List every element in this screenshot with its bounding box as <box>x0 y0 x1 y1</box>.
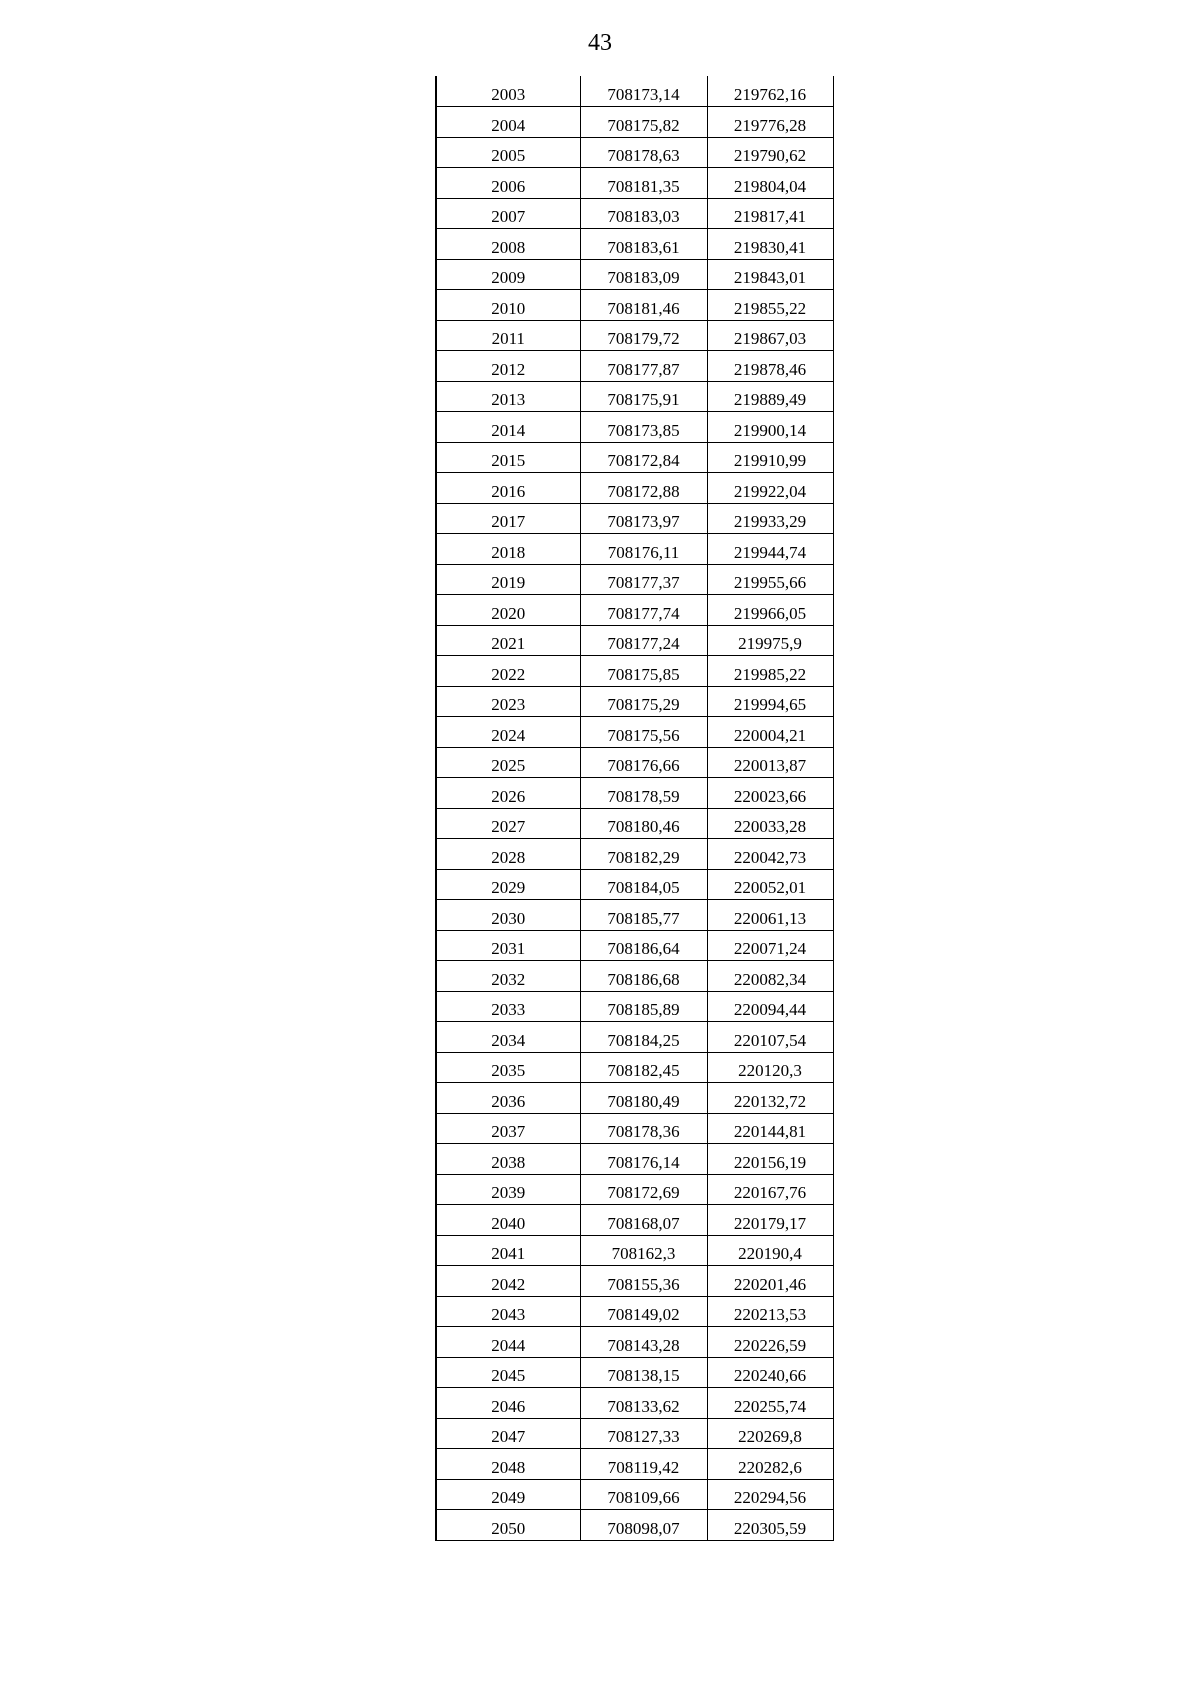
x-coordinate-cell: 708177,87 <box>580 351 707 382</box>
x-coordinate-cell: 708183,09 <box>580 259 707 290</box>
table-row <box>436 168 833 199</box>
y-coordinate-cell: 220240,66 <box>707 1357 833 1388</box>
x-coordinate-cell: 708175,85 <box>580 656 707 687</box>
y-coordinate-cell: 219855,22 <box>707 290 833 321</box>
table-row <box>436 625 833 656</box>
y-coordinate-cell: 219994,65 <box>707 686 833 717</box>
point-number-cell: 2015 <box>436 442 580 473</box>
point-number-cell: 2027 <box>436 808 580 839</box>
table-row <box>436 1510 833 1541</box>
table-row <box>436 930 833 961</box>
y-coordinate-cell: 220023,66 <box>707 778 833 809</box>
x-coordinate-cell: 708186,68 <box>580 961 707 992</box>
y-coordinate-cell: 219817,41 <box>707 198 833 229</box>
x-coordinate-cell: 708182,45 <box>580 1052 707 1083</box>
x-coordinate-cell: 708168,07 <box>580 1205 707 1236</box>
point-number-cell: 2040 <box>436 1205 580 1236</box>
x-coordinate-cell: 708138,15 <box>580 1357 707 1388</box>
point-number-cell: 2029 <box>436 869 580 900</box>
point-number-cell: 2045 <box>436 1357 580 1388</box>
point-number-cell: 2035 <box>436 1052 580 1083</box>
y-coordinate-cell: 220004,21 <box>707 717 833 748</box>
table-row <box>436 198 833 229</box>
table-row <box>436 747 833 778</box>
point-number-cell: 2043 <box>436 1296 580 1327</box>
x-coordinate-cell: 708186,64 <box>580 930 707 961</box>
x-coordinate-cell: 708175,82 <box>580 107 707 138</box>
point-number-cell: 2032 <box>436 961 580 992</box>
x-coordinate-cell: 708175,56 <box>580 717 707 748</box>
x-coordinate-cell: 708183,61 <box>580 229 707 260</box>
y-coordinate-cell: 219975,9 <box>707 625 833 656</box>
table-row <box>436 686 833 717</box>
y-coordinate-cell: 220042,73 <box>707 839 833 870</box>
y-coordinate-cell: 220107,54 <box>707 1022 833 1053</box>
table-row <box>436 717 833 748</box>
table-row <box>436 1266 833 1297</box>
table-row <box>436 107 833 138</box>
table-row <box>436 137 833 168</box>
table-row <box>436 259 833 290</box>
y-coordinate-cell: 219933,29 <box>707 503 833 534</box>
y-coordinate-cell: 219944,74 <box>707 534 833 565</box>
x-coordinate-cell: 708176,14 <box>580 1144 707 1175</box>
table-row <box>436 1449 833 1480</box>
point-number-cell: 2016 <box>436 473 580 504</box>
x-coordinate-cell: 708178,63 <box>580 137 707 168</box>
x-coordinate-cell: 708178,59 <box>580 778 707 809</box>
y-coordinate-cell: 220033,28 <box>707 808 833 839</box>
x-coordinate-cell: 708184,25 <box>580 1022 707 1053</box>
table-row <box>436 1083 833 1114</box>
point-number-cell: 2003 <box>436 76 580 107</box>
table-row <box>436 442 833 473</box>
point-number-cell: 2028 <box>436 839 580 870</box>
x-coordinate-cell: 708143,28 <box>580 1327 707 1358</box>
point-number-cell: 2012 <box>436 351 580 382</box>
point-number-cell: 2005 <box>436 137 580 168</box>
coordinates-table <box>435 76 834 1541</box>
y-coordinate-cell: 220144,81 <box>707 1113 833 1144</box>
point-number-cell: 2042 <box>436 1266 580 1297</box>
table-row <box>436 1174 833 1205</box>
point-number-cell: 2033 <box>436 991 580 1022</box>
y-coordinate-cell: 219922,04 <box>707 473 833 504</box>
x-coordinate-cell: 708180,49 <box>580 1083 707 1114</box>
point-number-cell: 2009 <box>436 259 580 290</box>
x-coordinate-cell: 708133,62 <box>580 1388 707 1419</box>
table-row <box>436 1235 833 1266</box>
x-coordinate-cell: 708155,36 <box>580 1266 707 1297</box>
point-number-cell: 2004 <box>436 107 580 138</box>
table-row <box>436 1327 833 1358</box>
point-number-cell: 2022 <box>436 656 580 687</box>
point-number-cell: 2044 <box>436 1327 580 1358</box>
point-number-cell: 2034 <box>436 1022 580 1053</box>
table-row <box>436 778 833 809</box>
y-coordinate-cell: 219830,41 <box>707 229 833 260</box>
x-coordinate-cell: 708179,72 <box>580 320 707 351</box>
table-row <box>436 320 833 351</box>
table-row <box>436 656 833 687</box>
x-coordinate-cell: 708177,74 <box>580 595 707 626</box>
y-coordinate-cell: 220132,72 <box>707 1083 833 1114</box>
x-coordinate-cell: 708180,46 <box>580 808 707 839</box>
point-number-cell: 2050 <box>436 1510 580 1541</box>
y-coordinate-cell: 220082,34 <box>707 961 833 992</box>
table-row <box>436 1205 833 1236</box>
y-coordinate-cell: 220120,3 <box>707 1052 833 1083</box>
x-coordinate-cell: 708184,05 <box>580 869 707 900</box>
point-number-cell: 2007 <box>436 198 580 229</box>
point-number-cell: 2011 <box>436 320 580 351</box>
table-row <box>436 229 833 260</box>
point-number-cell: 2014 <box>436 412 580 443</box>
point-number-cell: 2041 <box>436 1235 580 1266</box>
table-row <box>436 473 833 504</box>
point-number-cell: 2006 <box>436 168 580 199</box>
y-coordinate-cell: 220226,59 <box>707 1327 833 1358</box>
x-coordinate-cell: 708176,11 <box>580 534 707 565</box>
point-number-cell: 2021 <box>436 625 580 656</box>
y-coordinate-cell: 219910,99 <box>707 442 833 473</box>
x-coordinate-cell: 708178,36 <box>580 1113 707 1144</box>
x-coordinate-cell: 708173,14 <box>580 76 707 107</box>
table-row <box>436 381 833 412</box>
table-row <box>436 76 833 107</box>
table-row <box>436 564 833 595</box>
table-row <box>436 1113 833 1144</box>
point-number-cell: 2026 <box>436 778 580 809</box>
x-coordinate-cell: 708149,02 <box>580 1296 707 1327</box>
table-row <box>436 1479 833 1510</box>
table-row <box>436 1144 833 1175</box>
table-row <box>436 290 833 321</box>
y-coordinate-cell: 219790,62 <box>707 137 833 168</box>
x-coordinate-cell: 708172,84 <box>580 442 707 473</box>
point-number-cell: 2018 <box>436 534 580 565</box>
y-coordinate-cell: 219889,49 <box>707 381 833 412</box>
y-coordinate-cell: 220052,01 <box>707 869 833 900</box>
x-coordinate-cell: 708181,46 <box>580 290 707 321</box>
x-coordinate-cell: 708162,3 <box>580 1235 707 1266</box>
table-row <box>436 1022 833 1053</box>
x-coordinate-cell: 708185,89 <box>580 991 707 1022</box>
point-number-cell: 2038 <box>436 1144 580 1175</box>
y-coordinate-cell: 219867,03 <box>707 320 833 351</box>
x-coordinate-cell: 708172,69 <box>580 1174 707 1205</box>
y-coordinate-cell: 219985,22 <box>707 656 833 687</box>
point-number-cell: 2025 <box>436 747 580 778</box>
point-number-cell: 2024 <box>436 717 580 748</box>
x-coordinate-cell: 708175,91 <box>580 381 707 412</box>
y-coordinate-cell: 220071,24 <box>707 930 833 961</box>
x-coordinate-cell: 708176,66 <box>580 747 707 778</box>
table-row <box>436 808 833 839</box>
y-coordinate-cell: 220190,4 <box>707 1235 833 1266</box>
y-coordinate-cell: 220255,74 <box>707 1388 833 1419</box>
table-row <box>436 412 833 443</box>
point-number-cell: 2020 <box>436 595 580 626</box>
y-coordinate-cell: 220179,17 <box>707 1205 833 1236</box>
x-coordinate-cell: 708173,85 <box>580 412 707 443</box>
x-coordinate-cell: 708173,97 <box>580 503 707 534</box>
table-row <box>436 1296 833 1327</box>
x-coordinate-cell: 708177,24 <box>580 625 707 656</box>
table-row <box>436 503 833 534</box>
point-number-cell: 2037 <box>436 1113 580 1144</box>
x-coordinate-cell: 708119,42 <box>580 1449 707 1480</box>
y-coordinate-cell: 220061,13 <box>707 900 833 931</box>
y-coordinate-cell: 220094,44 <box>707 991 833 1022</box>
point-number-cell: 2013 <box>436 381 580 412</box>
point-number-cell: 2036 <box>436 1083 580 1114</box>
x-coordinate-cell: 708098,07 <box>580 1510 707 1541</box>
table-row <box>436 1418 833 1449</box>
table-row <box>436 595 833 626</box>
y-coordinate-cell: 219878,46 <box>707 351 833 382</box>
point-number-cell: 2048 <box>436 1449 580 1480</box>
point-number-cell: 2031 <box>436 930 580 961</box>
x-coordinate-cell: 708175,29 <box>580 686 707 717</box>
point-number-cell: 2047 <box>436 1418 580 1449</box>
y-coordinate-cell: 219966,05 <box>707 595 833 626</box>
point-number-cell: 2010 <box>436 290 580 321</box>
table-row <box>436 839 833 870</box>
x-coordinate-cell: 708185,77 <box>580 900 707 931</box>
point-number-cell: 2008 <box>436 229 580 260</box>
table-row <box>436 1357 833 1388</box>
y-coordinate-cell: 220213,53 <box>707 1296 833 1327</box>
coordinates-table-body <box>436 76 833 1540</box>
y-coordinate-cell: 220201,46 <box>707 1266 833 1297</box>
x-coordinate-cell: 708183,03 <box>580 198 707 229</box>
table-row <box>436 900 833 931</box>
table-row <box>436 1052 833 1083</box>
y-coordinate-cell: 220294,56 <box>707 1479 833 1510</box>
point-number-cell: 2017 <box>436 503 580 534</box>
table-row <box>436 534 833 565</box>
x-coordinate-cell: 708172,88 <box>580 473 707 504</box>
table-row <box>436 869 833 900</box>
point-number-cell: 2049 <box>436 1479 580 1510</box>
table-row <box>436 991 833 1022</box>
y-coordinate-cell: 220156,19 <box>707 1144 833 1175</box>
point-number-cell: 2039 <box>436 1174 580 1205</box>
table-row <box>436 351 833 382</box>
y-coordinate-cell: 220167,76 <box>707 1174 833 1205</box>
point-number-cell: 2030 <box>436 900 580 931</box>
y-coordinate-cell: 220305,59 <box>707 1510 833 1541</box>
y-coordinate-cell: 219955,66 <box>707 564 833 595</box>
y-coordinate-cell: 220282,6 <box>707 1449 833 1480</box>
x-coordinate-cell: 708181,35 <box>580 168 707 199</box>
page-number: 43 <box>588 30 612 56</box>
y-coordinate-cell: 219843,01 <box>707 259 833 290</box>
y-coordinate-cell: 220269,8 <box>707 1418 833 1449</box>
x-coordinate-cell: 708109,66 <box>580 1479 707 1510</box>
x-coordinate-cell: 708182,29 <box>580 839 707 870</box>
x-coordinate-cell: 708127,33 <box>580 1418 707 1449</box>
table-row <box>436 1388 833 1419</box>
y-coordinate-cell: 219776,28 <box>707 107 833 138</box>
table-row <box>436 961 833 992</box>
point-number-cell: 2046 <box>436 1388 580 1419</box>
y-coordinate-cell: 219804,04 <box>707 168 833 199</box>
x-coordinate-cell: 708177,37 <box>580 564 707 595</box>
y-coordinate-cell: 220013,87 <box>707 747 833 778</box>
point-number-cell: 2019 <box>436 564 580 595</box>
y-coordinate-cell: 219900,14 <box>707 412 833 443</box>
point-number-cell: 2023 <box>436 686 580 717</box>
y-coordinate-cell: 219762,16 <box>707 76 833 107</box>
